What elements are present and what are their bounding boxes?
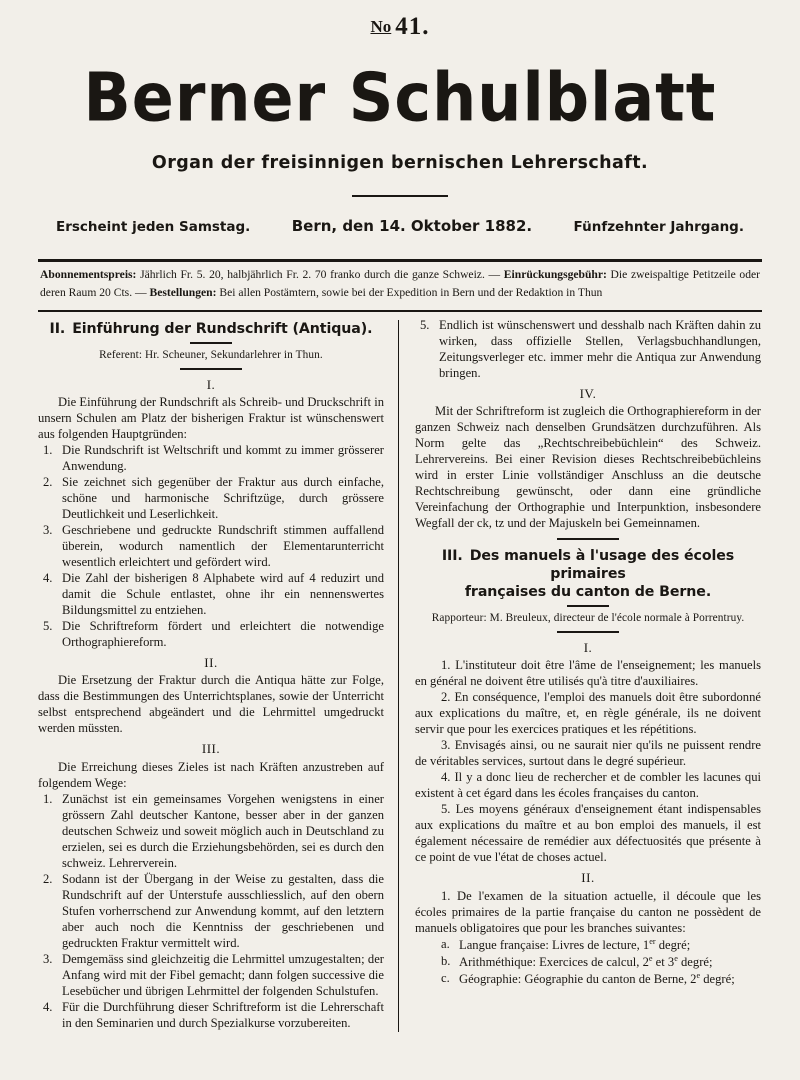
section-de-3-list-continued	[415, 318, 761, 382]
subscription-notice	[38, 262, 762, 305]
section-fr-1-item-1: 1. L'instituteur doit être l'âme de l'enseignement; les manuels en général ne doivent être utilisés qu'à titre d'auxiliaires.	[415, 658, 761, 689]
list-marker: 2.	[43, 871, 53, 886]
list-item	[38, 1000, 384, 1032]
article-fr-title-line2: françaises du canton de Berne.	[464, 584, 712, 601]
list-item	[38, 952, 384, 1000]
list-item-text-end: degré;	[655, 937, 691, 952]
section-fr-2-number: II.	[581, 870, 595, 886]
list-item	[38, 792, 384, 872]
section-fr-1-item-2: 2. En conséquence, l'emploi des manuels doit être subordonné aux explications du maître, et, en règle générale, ils ne doivent servir que pour les exercices pratiques et les répétitions.	[415, 690, 761, 737]
orders-text: Bei allen Postämtern, sowie bei der Expedition in Bern und der Redaktion in Thun	[216, 285, 603, 299]
publication-frequency: Erscheint jeden Samstag.	[56, 219, 251, 235]
section-de-1-intro: Die Einführung der Rundschrift als Schreib- und Druckschrift in unsern Schulen am Platz der bisherigen Fraktur ist wünschenswert aus folgenden Hauptgründen:	[38, 395, 384, 442]
list-marker: 4.	[43, 570, 53, 585]
list-item-text: Sodann ist der Übergang in der Weise zu gestalten, dass die Rundschrift auf der Unterstufe ausschliesslich, auf den obern Stufen vorherrschend zur Anwendung kommt, auf den letztern aber auch noch die Kenntniss der geschriebenen und gedruckten Fraktur vermittelt wird.	[62, 871, 384, 950]
list-marker: b.	[441, 953, 451, 968]
section-de-3-number: III.	[201, 741, 221, 757]
list-marker: 5.	[420, 317, 430, 332]
article-fr-title-line1: Des manuels à l'usage des écoles primaires	[469, 547, 735, 583]
list-item-text: Arithméthique: Exercices de calcul, 2	[459, 955, 649, 969]
article-fr-title-rule	[567, 605, 609, 607]
list-item	[38, 571, 384, 619]
section-de-2-number: II.	[204, 654, 218, 670]
article-de-title-rule	[190, 342, 232, 344]
masthead-subtitle: Organ der freisinnigen bernischen Lehrerschaft.	[151, 153, 649, 173]
list-item-text: Geschriebene und gedruckte Rundschrift stimmen auffallend überein, wodurch namentlich der Elementarunterricht wesentlich erleichtert und gefördert wird.	[62, 523, 384, 569]
section-fr-1-number: I.	[583, 639, 593, 655]
list-item	[38, 523, 384, 571]
section-de-4-text: Mit der Schriftreform ist zugleich die Orthographiereform in der ganzen Schweiz nach denselben Grundsätzen durchzuführen. Als Norm gelte das „Rechtschreibebüchlein“ des Schweiz. Lehrervereins. Bei einer Revision dieses Rechtschreibebüchleins wird in erster Linie vollständiger Anschluss an die deutsche Rechtschreibung gewünscht, oder dann eine gründliche Vereinfachung der Orthographie und Interpunktion, insbesondere Wegfall der ck, tz und der Majuskeln bei Gemeinnamen.	[415, 404, 761, 531]
list-item-text: Die Zahl der bisherigen 8 Alphabete wird auf 4 reduzirt und damit die Schule entlastet, ohne ihr ein nennenswertes Bildungsmittel zu entziehen.	[62, 570, 384, 617]
section-de-3-intro: Die Erreichung dieses Zieles ist nach Kräften anzustreben auf folgendem Wege:	[38, 759, 384, 790]
advert-fee-text: Die zweispaltige Petitzeile oder deren Raum 20 Cts. —	[40, 268, 760, 299]
list-item	[38, 443, 384, 475]
list-item-text: Endlich ist wünschenswert und desshalb nach Kräften dahin zu wirken, dass offizielle Stellen, Verlagsbuchhandlungen, Zeitungsverleger etc. immer mehr die Antiqua zur Anwendung bringen.	[439, 317, 761, 380]
list-marker: 4.	[43, 999, 53, 1014]
list-item	[38, 872, 384, 952]
list-item-text: Langue française: Livres de lecture, 1	[459, 937, 650, 952]
section-fr-2-list	[415, 937, 761, 989]
article-fr-title	[415, 547, 761, 602]
list-marker: 1.	[43, 791, 53, 806]
list-item-text: Für die Durchführung dieser Schriftreform ist die Lehrerschaft in den Seminarien und durch Spezialkurse vorzubereiten.	[62, 999, 384, 1030]
masthead-divider	[352, 195, 448, 197]
numero-symbol	[370, 17, 391, 36]
article-de-referent-rule	[180, 368, 242, 370]
article-de-number: II.	[49, 320, 66, 337]
degree-superscript: er	[649, 936, 656, 946]
section-fr-2-intro: 1. De l'examen de la situation actuelle, il découle que les écoles primaires de la partie française du canton ne possèdent de manuels obligatoires que pour les branches suivantes:	[415, 888, 761, 935]
list-item	[415, 937, 761, 954]
issue-number: 41.	[395, 13, 430, 40]
section-fr-1-item-4: 4. Il y a donc lieu de rechercher et de combler les lacunes qui existent à cet égard dans les écoles françaises du canton.	[415, 770, 761, 801]
list-item	[415, 954, 761, 971]
list-item	[38, 475, 384, 523]
list-item	[38, 619, 384, 651]
section-fr-1-item-5: 5. Les moyens généraux d'enseignement étant indispensables aux explications du maître et au bon emploi des manuels, il est également nécessaire de remédier aux défectuosités que présente à ce point de vue l'état de choses actuel.	[415, 802, 761, 865]
volume-label: Fünfzehnter Jahrgang.	[573, 219, 744, 235]
column-right	[399, 318, 761, 1032]
list-item-text: Sie zeichnet sich gegenüber der Fraktur aus durch einfache, schöne und harmonische Schriftzüge, durch grössere Deutlichkeit und Leserlichkeit.	[62, 475, 384, 522]
list-item-text: Die Rundschrift ist Weltschrift und kommt zu immer grösserer Anwendung.	[62, 443, 384, 474]
list-marker: 2.	[43, 475, 53, 490]
list-marker: 1.	[43, 443, 53, 458]
list-item	[415, 971, 761, 988]
article-fr-number: III.	[441, 547, 463, 564]
list-marker: c.	[441, 970, 450, 985]
publication-date: Bern, den 14. Oktober 1882.	[291, 217, 533, 235]
list-item-text-end: degré;	[700, 972, 735, 987]
list-item-text: Zunächst ist ein gemeinsames Vorgehen wenigstens in einer grössern Zahl deutscher Kantone, besser aber in der ganzen deutschen Schweiz und soweit möglich auch in Deutschland zu erzielen, sei es durch die Erziehungsbehörden, sei es durch den schweiz. Lehrerverein.	[62, 791, 384, 870]
article-de-title	[38, 320, 384, 338]
list-item-text-end: degré;	[677, 955, 713, 969]
article-fr-rapporteur-rule	[557, 631, 619, 633]
dateline	[38, 217, 762, 235]
subscription-rule	[38, 310, 762, 312]
section-de-4-number: IV.	[579, 385, 597, 401]
article-de-referent: Referent: Hr. Scheuner, Sekundarlehrer in Thun.	[99, 348, 323, 361]
list-item-text: Demgemäss sind gleichzeitig die Lehrmittel umzugestalten; der Anfang wird mit der Fibel gemacht; dann folgen successive die Lesebücher und übrigen Lehrmittel der folgenden Schulstufen.	[62, 951, 384, 998]
article-fr-top-rule	[557, 538, 619, 540]
list-marker: 3.	[43, 523, 53, 538]
list-item	[415, 318, 761, 382]
body-columns	[38, 318, 762, 1032]
section-fr-1-item-3: 3. Envisagés ainsi, ou ne saurait nier qu'ils ne puissent rendre de véritables services, surtout dans le degré supérieur.	[415, 738, 761, 769]
numero-glyph: No	[370, 17, 392, 36]
advert-fee-label: Einrückungsgebühr:	[503, 268, 607, 281]
section-de-1-list	[38, 443, 384, 651]
subscription-price-label: Abonnementspreis:	[40, 268, 137, 281]
list-marker: 5.	[43, 618, 53, 633]
orders-label: Bestellungen:	[149, 285, 217, 299]
list-marker: 3.	[43, 951, 53, 966]
issue-number-line	[38, 0, 762, 39]
article-de-title-text: Einführung der Rundschrift (Antiqua).	[72, 320, 373, 337]
degree-superscript-2: e	[674, 953, 678, 963]
degree-superscript: e	[696, 970, 701, 980]
column-left	[38, 318, 398, 1032]
section-de-3-list	[38, 792, 384, 1032]
list-item-text: Géographie: Géographie du canton de Berne, 2	[459, 972, 697, 987]
degree-superscript: e	[648, 953, 653, 963]
page-title: Berner Schulblatt	[83, 58, 717, 137]
section-de-2-text: Die Ersetzung der Fraktur durch die Antiqua hätte zur Folge, dass die Bestimmungen des Unterrichtsplanes, sowie der Unterricht selbst entsprechend abgeändert und die Lehrmittel umgedruckt werden müssten.	[38, 673, 384, 736]
list-marker: a.	[441, 936, 450, 951]
section-de-1-number: I.	[206, 376, 216, 392]
subscription-price-text: Jährlich Fr. 5. 20, halbjährlich Fr. 2. 70 franko durch die ganze Schweiz. —	[136, 268, 504, 281]
article-fr-rapporteur: Rapporteur: M. Breuleux, directeur de l'école normale à Porrentruy.	[431, 611, 745, 624]
list-item-text: Die Schriftreform fördert und erleichtert die notwendige Orthographiereform.	[62, 618, 384, 649]
list-item-text-mid: et 3	[652, 955, 675, 969]
